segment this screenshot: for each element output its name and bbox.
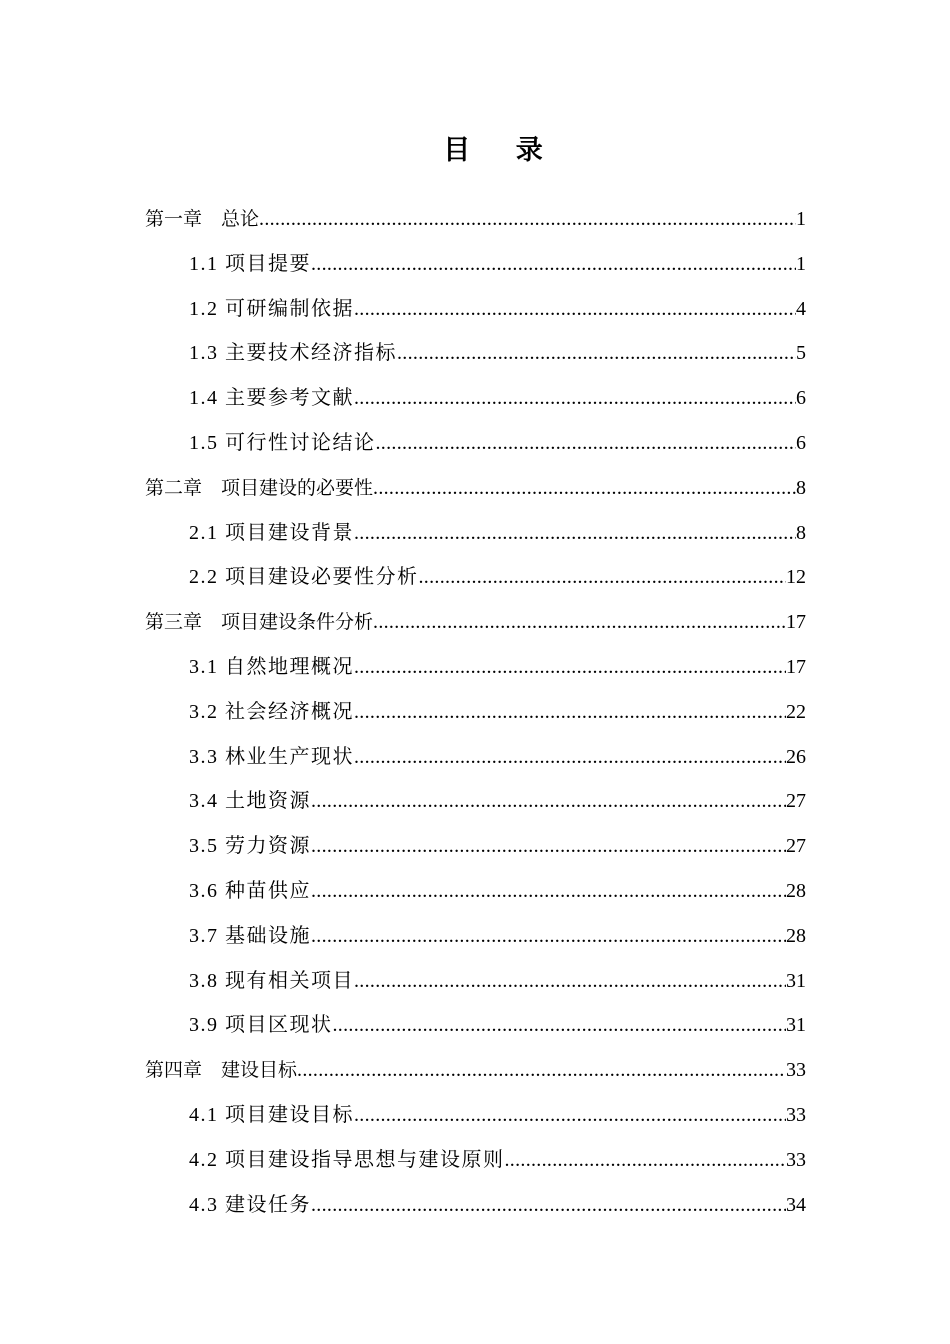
- toc-entry-label: 第三章 项目建设条件分析: [145, 611, 374, 634]
- toc-page-number: 22: [786, 700, 806, 723]
- toc-page-number: 33: [786, 1103, 806, 1126]
- toc-page-number: 17: [786, 655, 806, 678]
- toc-entry-label: 2.2 项目建设必要性分析: [189, 566, 419, 589]
- toc-page-number: 26: [786, 745, 806, 768]
- toc-page-number: 5: [796, 342, 806, 365]
- toc-section-entry[interactable]: [145, 287, 806, 332]
- toc-chapter-entry[interactable]: [145, 197, 806, 242]
- toc-section-entry[interactable]: [145, 914, 806, 959]
- dot-leader: [311, 914, 786, 959]
- toc-section-entry[interactable]: [145, 1138, 806, 1183]
- dot-leader: [311, 1183, 786, 1228]
- toc-chapter-entry[interactable]: [145, 600, 806, 645]
- toc-entry-label: 3.3 林业生产现状: [189, 745, 354, 768]
- toc-page-number: 4: [796, 297, 806, 320]
- toc-section-entry[interactable]: [145, 242, 806, 287]
- dot-leader: [373, 466, 796, 511]
- dot-leader: [354, 690, 786, 735]
- dot-leader: [354, 376, 796, 421]
- table-of-contents: [145, 197, 806, 1227]
- toc-page-number: 27: [786, 835, 806, 858]
- dot-leader: [397, 331, 796, 376]
- dot-leader: [354, 1093, 786, 1138]
- toc-entry-label: 1.2 可研编制依据: [189, 297, 354, 320]
- toc-entry-label: 1.5 可行性讨论结论: [189, 431, 376, 454]
- dot-leader: [311, 824, 786, 869]
- dot-leader: [354, 287, 796, 332]
- toc-entry-label: 3.7 基础设施: [189, 924, 311, 947]
- toc-entry-label: 3.8 现有相关项目: [189, 969, 354, 992]
- toc-section-entry[interactable]: [145, 645, 806, 690]
- dot-leader: [259, 197, 796, 242]
- toc-section-entry[interactable]: [145, 869, 806, 914]
- toc-page-number: 27: [786, 790, 806, 813]
- toc-entry-label: 2.1 项目建设背景: [189, 521, 354, 544]
- toc-section-entry[interactable]: [145, 376, 806, 421]
- toc-page-number: 31: [786, 1014, 806, 1037]
- dot-leader: [297, 1048, 786, 1093]
- dot-leader: [376, 421, 797, 466]
- toc-page-number: 8: [796, 521, 806, 544]
- toc-page-number: 17: [786, 611, 806, 634]
- toc-entry-label: 3.1 自然地理概况: [189, 655, 354, 678]
- toc-chapter-entry[interactable]: [145, 466, 806, 511]
- toc-page-number: 28: [786, 924, 806, 947]
- toc-page-number: 34: [786, 1193, 806, 1216]
- toc-section-entry[interactable]: [145, 421, 806, 466]
- toc-entry-label: 3.9 项目区现状: [189, 1014, 333, 1037]
- toc-page-number: 8: [796, 476, 806, 499]
- toc-section-entry[interactable]: [145, 331, 806, 376]
- toc-page-number: 28: [786, 879, 806, 902]
- toc-page-number: 1: [796, 208, 806, 230]
- toc-section-entry[interactable]: [145, 959, 806, 1004]
- toc-section-entry[interactable]: [145, 1093, 806, 1138]
- dot-leader: [354, 645, 786, 690]
- toc-entry-label: 第一章 总论: [145, 208, 260, 230]
- toc-title: 目 录: [443, 135, 561, 166]
- toc-section-entry[interactable]: [145, 824, 806, 869]
- dot-leader: [333, 1003, 787, 1048]
- dot-leader: [373, 600, 786, 645]
- toc-entry-label: 1.4 主要参考文献: [189, 387, 354, 410]
- dot-leader: [311, 869, 786, 914]
- toc-page-number: 1: [796, 252, 806, 275]
- toc-section-entry[interactable]: [145, 779, 806, 824]
- toc-entry-label: 3.2 社会经济概况: [189, 700, 354, 723]
- toc-section-entry[interactable]: [145, 511, 806, 556]
- dot-leader: [354, 959, 786, 1004]
- toc-page-number: 6: [796, 431, 806, 454]
- dot-leader: [505, 1138, 787, 1183]
- toc-entry-label: 1.3 主要技术经济指标: [189, 342, 397, 365]
- toc-section-entry[interactable]: [145, 735, 806, 780]
- toc-page-number: 33: [786, 1059, 806, 1082]
- toc-page-number: 31: [786, 969, 806, 992]
- toc-section-entry[interactable]: [145, 1183, 806, 1228]
- toc-page-number: 33: [786, 1148, 806, 1171]
- dot-leader: [311, 779, 786, 824]
- toc-entry-label: 3.5 劳力资源: [189, 835, 311, 858]
- toc-section-entry[interactable]: [145, 1003, 806, 1048]
- dot-leader: [354, 511, 796, 556]
- dot-leader: [354, 735, 786, 780]
- toc-entry-label: 1.1 项目提要: [189, 252, 311, 275]
- toc-entry-label: 4.2 项目建设指导思想与建设原则: [189, 1148, 505, 1171]
- toc-chapter-entry[interactable]: [145, 1048, 806, 1093]
- toc-section-entry[interactable]: [145, 555, 806, 600]
- toc-entry-label: 第四章 建设目标: [145, 1059, 298, 1082]
- toc-page-number: 6: [796, 387, 806, 410]
- toc-entry-label: 第二章 项目建设的必要性: [145, 476, 374, 499]
- toc-entry-label: 3.6 种苗供应: [189, 879, 311, 902]
- toc-entry-label: 3.4 土地资源: [189, 790, 311, 813]
- dot-leader: [311, 242, 796, 287]
- toc-entry-label: 4.1 项目建设目标: [189, 1103, 354, 1126]
- toc-entry-label: 4.3 建设任务: [189, 1193, 311, 1216]
- toc-page-number: 12: [786, 566, 806, 589]
- dot-leader: [419, 555, 787, 600]
- toc-section-entry[interactable]: [145, 690, 806, 735]
